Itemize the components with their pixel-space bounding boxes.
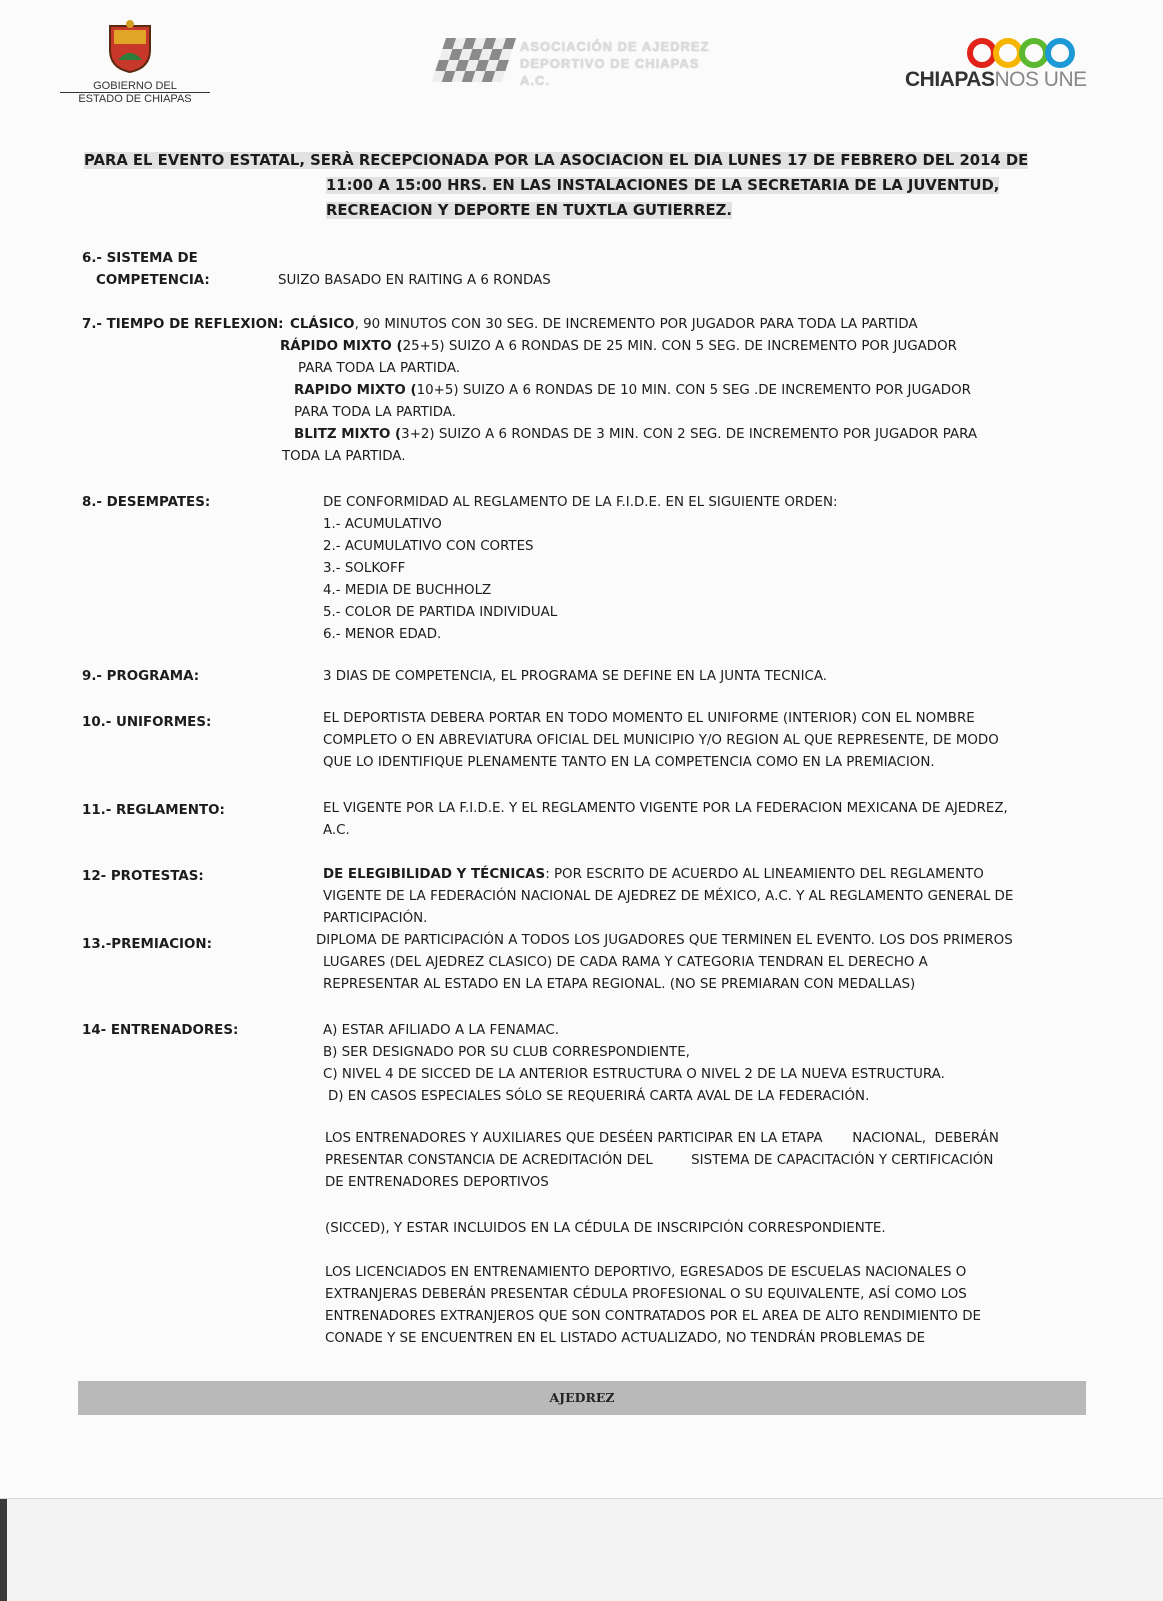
s10-line: COMPLETO O EN ABREVIATURA OFICIAL DEL MUNICIPIO Y/O REGION AL QUE REPRESENTE, DE MODO [323, 733, 999, 748]
s7-classic-bold: CLÁSICO [290, 317, 355, 332]
scan-edge [0, 1499, 7, 1601]
section-7-rapid-10 [294, 380, 971, 402]
s7-rapid25-bold: RÁPIDO MIXTO ( [280, 339, 403, 354]
s12-line-1: : POR ESCRITO DE ACUERDO AL LINEAMIENTO DEL REGLAMENTO [545, 867, 984, 882]
coach-paragraph-2: (SICCED), Y ESTAR INCLUIDOS EN LA CÉDULA DE INSCRIPCIÓN CORRESPONDIENTE. [325, 1221, 886, 1236]
p1-line: DE ENTRENADORES DEPORTIVOS [325, 1175, 549, 1190]
chiapas-rings-icon [967, 38, 1071, 72]
section-10-label: 10.- UNIFORMES: [82, 715, 212, 730]
tiebreak-item: 6.- MENOR EDAD. [323, 627, 442, 642]
state-government-label [60, 80, 210, 105]
scan-bottom-margin [0, 1498, 1163, 1601]
state-coat-of-arms-icon [106, 20, 154, 74]
section-7-classic [290, 314, 918, 336]
p3-line: EXTRANJERAS DEBERÁN PRESENTAR CÉDULA PROFESIONAL O SU EQUIVALENTE, ASÍ COMO LOS [325, 1287, 967, 1302]
section-6-text: SUIZO BASADO EN RAITING A 6 RONDAS [278, 273, 551, 288]
tiebreak-item: 5.- COLOR DE PARTIDA INDIVIDUAL [323, 605, 558, 620]
s11-line: A.C. [323, 823, 350, 838]
footer-label: AJEDREZ [549, 1390, 615, 1405]
section-7-rapid-10-cont: PARA TODA LA PARTIDA. [294, 405, 457, 420]
association-name [520, 38, 730, 89]
section-12-label: 12- PROTESTAS: [82, 869, 204, 884]
requirement-item: C) NIVEL 4 DE SICCED DE LA ANTERIOR ESTRUCTURA O NIVEL 2 DE LA NUEVA ESTRUCTURA. [323, 1067, 945, 1082]
section-6-label [82, 248, 210, 292]
tiebreak-item: 1.- ACUMULATIVO [323, 517, 442, 532]
section-9-label: 9.- PROGRAMA: [82, 669, 200, 684]
s13-line: REPRESENTAR AL ESTADO EN LA ETAPA REGIONAL. (NO SE PREMIARAN CON MEDALLAS) [323, 977, 916, 992]
section-13-label: 13.-PREMIACION: [82, 937, 212, 952]
coach-paragraph-1 [325, 1128, 999, 1194]
s7-classic-text: , 90 MINUTOS CON 30 SEG. DE INCREMENTO POR JUGADOR PARA TODA LA PARTIDA [354, 317, 918, 332]
coach-requirements [323, 1020, 945, 1108]
section-7-label: 7.- TIEMPO DE REFLEXION: [82, 317, 284, 332]
s11-line: EL VIGENTE POR LA F.I.D.E. Y EL REGLAMENTO VIGENTE POR LA FEDERACION MEXICANA DE AJEDREZ, [323, 801, 1008, 816]
p3-line: ENTRENADORES EXTRANJEROS QUE SON CONTRATADOS POR EL AREA DE ALTO RENDIMIENTO DE [325, 1309, 981, 1324]
chiapas-nos-une-logo [905, 68, 1087, 92]
section-11-text [323, 798, 1008, 842]
s12-line-2: VIGENTE DE LA FEDERACIÓN NACIONAL DE AJEDREZ DE MÉXICO, A.C. Y AL REGLAMENTO GENERAL DE [323, 889, 1014, 904]
section-12-text [323, 864, 1013, 930]
s7-blitz-bold: BLITZ MIXTO ( [294, 427, 402, 442]
section-9-text: 3 DIAS DE COMPETENCIA, EL PROGRAMA SE DEFINE EN LA JUNTA TECNICA. [323, 669, 828, 684]
s7-rapid10-bold: RAPIDO MIXTO ( [294, 383, 417, 398]
assoc-line-1: ASOCIACIÓN DE AJEDREZ [520, 39, 710, 54]
reception-notice [84, 148, 1028, 223]
section-13-text [316, 930, 1013, 996]
p3-line: LOS LICENCIADOS EN ENTRENAMIENTO DEPORTIVO, EGRESADOS DE ESCUELAS NACIONALES O [325, 1265, 967, 1280]
brand-bold: CHIAPAS [905, 68, 995, 91]
footer-band [78, 1381, 1086, 1415]
s7-rapid10-text: 10+5) SUIZO A 6 RONDAS DE 10 MIN. CON 5 SEG .DE INCREMENTO POR JUGADOR [416, 383, 971, 398]
section-7-rapid-25-cont: PARA TODA LA PARTIDA. [298, 361, 461, 376]
tiebreak-item: 2.- ACUMULATIVO CON CORTES [323, 539, 534, 554]
ring-blue-icon [1045, 38, 1075, 68]
s6-label-1: 6.- SISTEMA DE [82, 251, 198, 266]
p3-line: CONADE Y SE ENCUENTREN EN EL LISTADO ACTUALIZADO, NO TENDRÁN PROBLEMAS DE [325, 1331, 926, 1346]
p1-line: PRESENTAR CONSTANCIA DE ACREDITACIÓN DEL SISTEMA DE CAPACITACIÓN Y CERTIFICACIÓN [325, 1153, 994, 1168]
s7-rapid25-text: 25+5) SUIZO A 6 RONDAS DE 25 MIN. CON 5 SEG. DE INCREMENTO POR JUGADOR [402, 339, 957, 354]
s6-label-2: COMPETENCIA: [96, 273, 210, 288]
s13-line: DIPLOMA DE PARTICIPACIÓN A TODOS LOS JUGADORES QUE TERMINEN EL EVENTO. LOS DOS PRIMEROS [316, 933, 1013, 948]
tiebreak-list [323, 514, 557, 646]
gov-line-2: ESTADO DE CHIAPAS [60, 92, 210, 105]
tiebreak-item: 3.- SOLKOFF [323, 561, 406, 576]
requirement-item: D) EN CASOS ESPECIALES SÓLO SE REQUERIRÁ CARTA AVAL DE LA FEDERACIÓN. [328, 1089, 870, 1104]
section-8-label: 8.- DESEMPATES: [82, 495, 211, 510]
s10-line: EL DEPORTISTA DEBERA PORTAR EN TODO MOMENTO EL UNIFORME (INTERIOR) CON EL NOMBRE [323, 711, 975, 726]
s10-line: QUE LO IDENTIFIQUE PLENAMENTE TANTO EN LA COMPETENCIA COMO EN LA PREMIACION. [323, 755, 935, 770]
assoc-line-2: DEPORTIVO DE CHIAPAS A.C. [520, 56, 700, 88]
brand-light: NOS UNE [994, 68, 1087, 91]
notice-line-1: PARA EL EVENTO ESTATAL, SERÀ RECEPCIONADA POR LA ASOCIACION EL DIA LUNES 17 DE FEBRERO DEL 2014 DE [84, 152, 1029, 169]
coach-paragraph-3 [325, 1262, 981, 1350]
s12-line-3: PARTICIPACIÓN. [323, 911, 428, 926]
section-10-text [323, 708, 999, 774]
s12-bold: DE ELEGIBILIDAD Y TÉCNICAS [323, 867, 546, 882]
section-14-label: 14- ENTRENADORES: [82, 1023, 239, 1038]
section-11-label: 11.- REGLAMENTO: [82, 803, 225, 818]
section-7-blitz [294, 424, 977, 446]
section-8-intro: DE CONFORMIDAD AL REGLAMENTO DE LA F.I.D.E. EN EL SIGUIENTE ORDEN: [323, 495, 838, 510]
requirement-item: B) SER DESIGNADO POR SU CLUB CORRESPONDIENTE, [323, 1045, 690, 1060]
gov-line-1: GOBIERNO DEL [93, 80, 177, 92]
section-7-rapid-25 [280, 336, 957, 358]
tiebreak-item: 4.- MEDIA DE BUCHHOLZ [323, 583, 492, 598]
p1-line: LOS ENTRENADORES Y AUXILIARES QUE DESÉEN PARTICIPAR EN LA ETAPA NACIONAL, DEBERÁN [325, 1131, 999, 1146]
requirement-item: A) ESTAR AFILIADO A LA FENAMAC. [323, 1023, 559, 1038]
notice-line-2: 11:00 A 15:00 HRS. EN LAS INSTALACIONES DE LA SECRETARIA DE LA JUVENTUD, [326, 177, 1000, 194]
section-7-blitz-cont: TODA LA PARTIDA. [282, 449, 406, 464]
notice-line-3: RECREACION Y DEPORTE EN TUXTLA GUTIERREZ. [326, 202, 732, 219]
s7-blitz-text: 3+2) SUIZO A 6 RONDAS DE 3 MIN. CON 2 SEG. DE INCREMENTO POR JUGADOR PARA [401, 427, 978, 442]
s13-line: LUGARES (DEL AJEDREZ CLASICO) DE CADA RAMA Y CATEGORIA TENDRAN EL DERECHO A [323, 955, 928, 970]
